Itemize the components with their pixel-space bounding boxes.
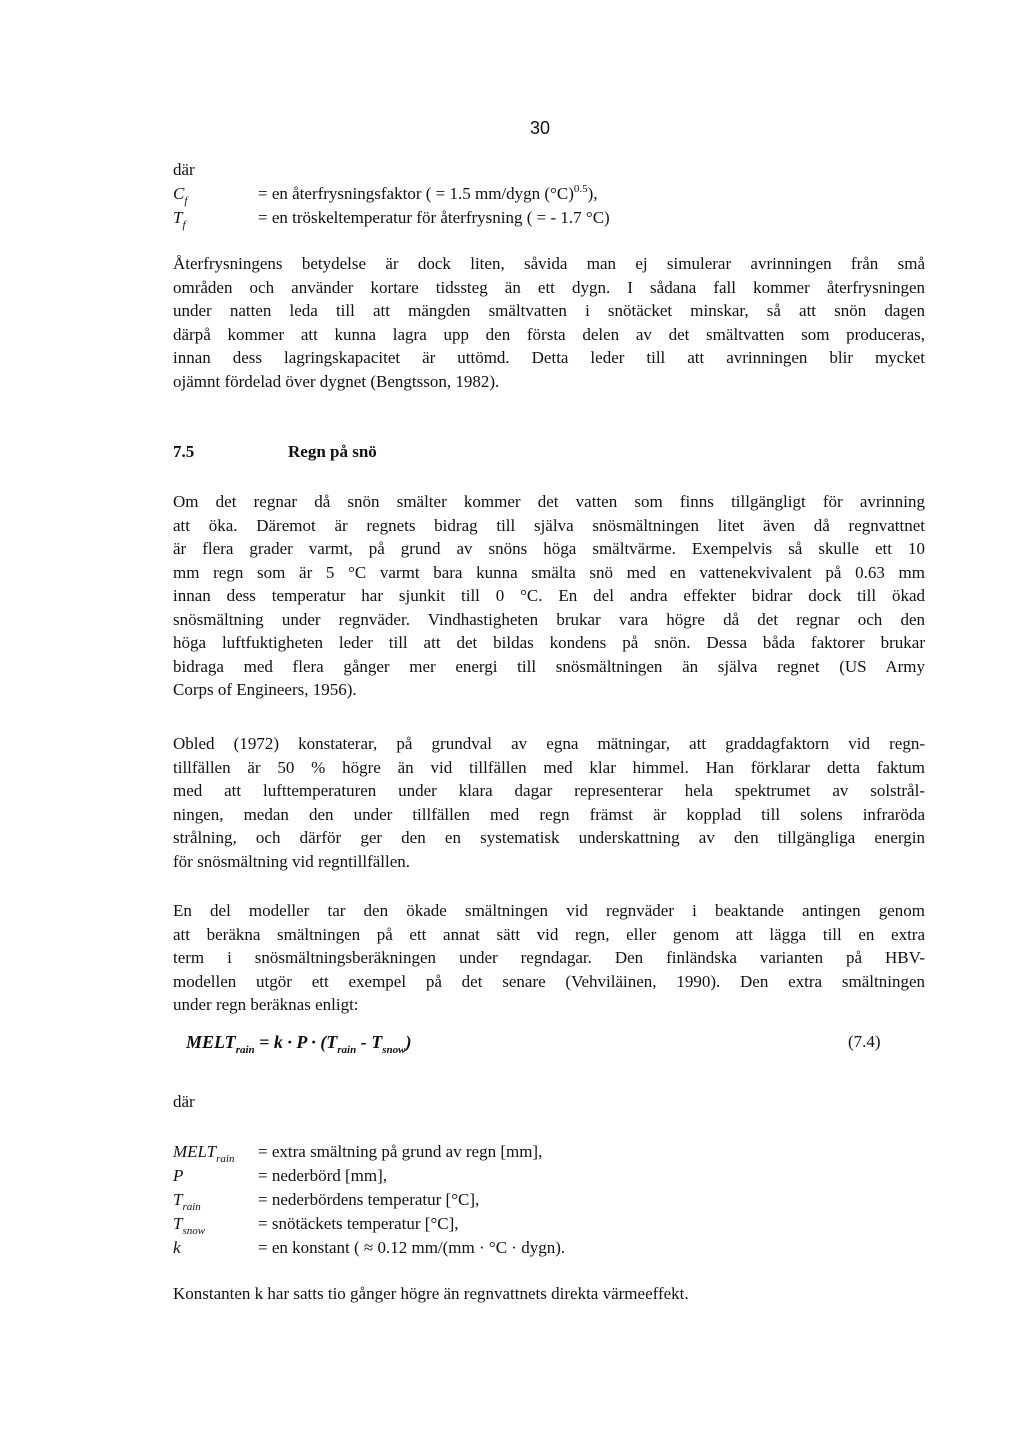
symbol-subscript: f [184,195,188,207]
text-line: därpå kommer att kunna lagra upp den första delen av det smältvatten som produceras, [173,324,925,344]
text-line: innan dess temperatur har sjunkit till 0 °C. En del andra effekter bidrar dock till ökad [173,586,925,605]
text-line: bidraga med flera gånger mer energi till snösmältningen än själva regnet (US Army [173,656,925,676]
paragraph-rain-on-snow [173,490,925,702]
definition-t-snow: $T_{snow}$ = snötäckets temperatur [°C], [173,1214,459,1237]
equation-number: (7.4) [848,1032,881,1051]
definition-melt-rain: $MELT_{rain}$ = extra smältning på grund av regn [mm], [173,1142,543,1165]
definition-t-rain: $T_{rain}$ = nederbördens temperatur [°C], [173,1190,480,1213]
definition-text: = en tröskeltemperatur för återfrysning ( = - 1.7 °C) [258,208,610,227]
text-line: Återfrysningens betydelse är dock liten, såvida man ej simulerar avrinningen från små [173,254,925,273]
text-line: modellen utgör ett exempel på det senare (Vehviläinen, 1990). Den extra smältningen [173,971,925,991]
text-line: mm regn som är 5 °C varmt bara kunna smälta snö med en vattenekvivalent på 0.63 mm [173,562,925,582]
symbol-subscript: f [182,219,186,231]
definition-tail: ), [587,184,598,203]
section-title: Regn på snö [288,442,377,461]
paragraph-obled [173,732,925,873]
text-line: strålning, och därför ger den en systematisk underskattning av den tillgängliga energin [173,828,925,847]
paragraph-refreezing [173,252,925,393]
text-line: Om det regnar då snön smälter kommer det vatten som finns tillgängligt för avrinning [173,492,925,511]
text-line: områden och använder kortare tidssteg än ett dygn. I sådana fall kommer återfrysningen [173,277,925,297]
definition-cf [173,182,873,206]
symbol: T [173,208,183,227]
text-line: höga luftfuktigheten leder till att det bildas kondens på snön. Dessa båda faktorer brukar [173,633,925,652]
definition-p: P = nederbörd [mm], [173,1166,388,1185]
definition-text: = en återfrysningsfaktor ( = 1.5 mm/dygn (°C) [258,184,574,203]
text-line: att öka. Däremot är regnets bidrag till själva snösmältningen litet även då regnvattnet [173,515,925,535]
text-line: för snösmältning vid regntillfällen. [173,851,411,871]
text-line: med att lufttemperaturen under klara dagar representerar hela spektrumet av solstrål- [173,781,925,800]
where-label: där [173,1092,195,1111]
where-label: där [173,160,195,179]
text-line: är flera grader varmt, på grund av snöns höga smältvärme. Exempelvis så skulle ett 10 [173,539,925,558]
definition-tf [173,206,873,230]
text-line: innan dess lagringskapacitet är uttömd. Detta leder till att avrinningen blir mycket [173,348,925,367]
text-line: snösmältning under regnväder. Vindhastigheten brukar vara högre då det regnar och den [173,609,925,629]
paragraph-models [173,899,925,1017]
text-line: term i snösmältningsberäkningen under regndagar. Den finländska varianten på HBV- [173,948,925,967]
superscript: 0.5 [573,183,588,195]
definition-k: k = en konstant ( ≈ 0.12 mm/(mm · °C · dygn). [173,1238,566,1257]
closing-sentence: Konstanten k har satts tio gånger högre än regnvattnets direkta värmeeffekt. [173,1284,689,1303]
text-line: Corps of Engineers, 1956). [173,680,357,699]
text-line: under regn beräknas enligt: [173,995,359,1014]
page-number: 30 [530,118,551,138]
text-line: ojämnt fördelad över dygnet (Bengtsson, 1982). [173,371,500,391]
symbol: C [173,184,185,203]
section-number: 7.5 [173,442,195,461]
text-line: tillfällen är 50 % högre än vid tillfällen med klar himmel. Han förklarar detta faktum [173,757,925,777]
equation-melt-rain: $MELT_{rain} = k \cdot P \cdot (T_{rain} - T_{snow})$ [186,1032,412,1056]
text-line: En del modeller tar den ökade smältningen vid regnväder i beaktande antingen genom [173,901,925,920]
text-line: ningen, medan den under tillfällen med regn främst är kopplad till solens infraröda [173,804,925,824]
text-line: Obled (1972) konstaterar, på grundval av egna mätningar, att graddagfaktorn vid regn- [173,734,925,753]
text-line: att beräkna smältningen på ett annat sätt vid regn, eller genom att lägga till en extra [173,924,925,944]
text-line: under natten leda till att mängden smältvatten i snötäcket minskar, så att snön dagen [173,301,925,320]
